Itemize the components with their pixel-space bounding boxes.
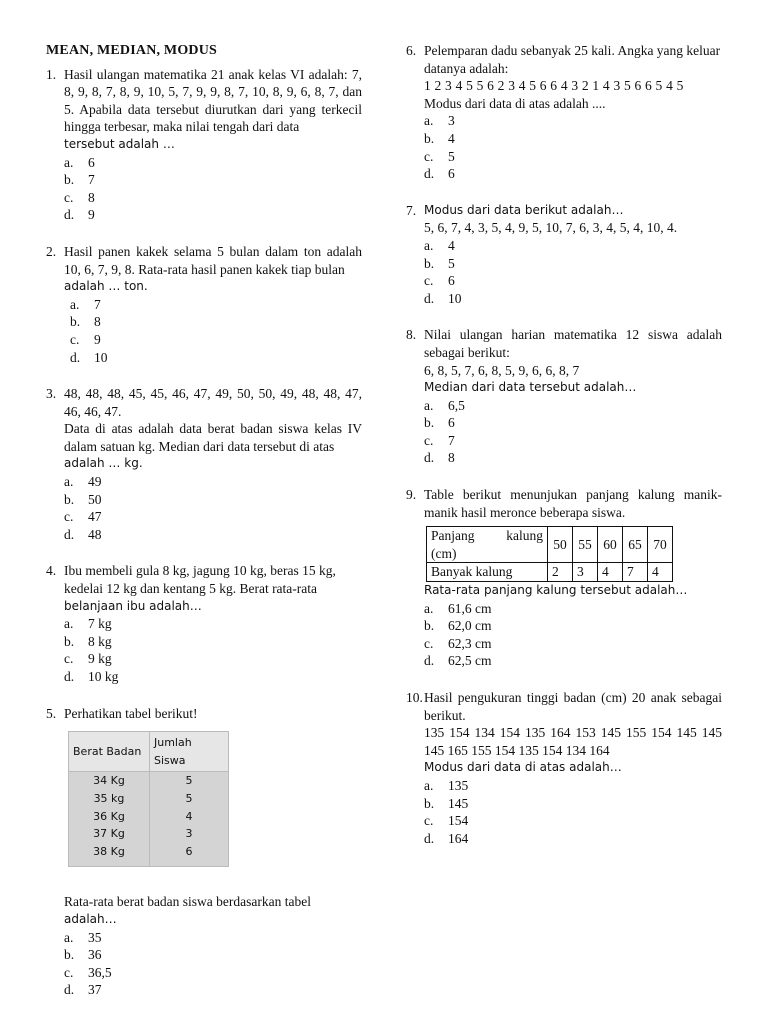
option-value: 9 kg <box>88 651 112 667</box>
option-c[interactable] <box>64 964 362 982</box>
option-b[interactable] <box>70 313 362 331</box>
question-8 <box>406 326 722 467</box>
option-letter: b. <box>64 172 75 188</box>
option-letter: c. <box>64 509 74 525</box>
option-value: 10 <box>94 349 108 365</box>
option-letter: d. <box>424 290 435 306</box>
question-text: Perhatikan tabel berikut! <box>64 705 198 721</box>
question-prompt: Median dari data tersebut adalah… <box>424 380 637 395</box>
option-d[interactable] <box>64 668 362 686</box>
option-value: 62,0 cm <box>448 618 492 634</box>
table-cell: 4 <box>598 563 623 582</box>
option-value: 7 <box>448 432 455 448</box>
table-cell: 60 <box>598 527 623 563</box>
question-number: 7. <box>406 202 417 218</box>
option-letter: c. <box>424 273 434 289</box>
table-cell: 55 <box>573 527 598 563</box>
option-b[interactable] <box>64 171 362 189</box>
question-text-2: Modus dari data di atas adalah .... <box>424 95 606 111</box>
option-letter: a. <box>64 474 74 490</box>
option-d[interactable] <box>424 165 722 183</box>
table-cell: 4 <box>648 563 673 582</box>
option-letter: c. <box>424 432 434 448</box>
table-cell: 50 <box>548 527 573 563</box>
option-a[interactable] <box>424 397 722 415</box>
options-list <box>424 600 722 670</box>
table-row <box>69 772 229 790</box>
question-text: Table berikut menunjukan panjang kalung manik-manik hasil meronce beberapa siswa. <box>424 487 722 520</box>
options-list <box>64 473 362 543</box>
question-data: 135 154 134 154 135 164 153 145 155 154 145 145 145 165 155 154 135 154 134 164 <box>424 725 722 758</box>
table-cell: 70 <box>648 527 673 563</box>
option-letter: a. <box>70 296 80 312</box>
option-b[interactable] <box>64 633 362 651</box>
option-letter: c. <box>424 635 434 651</box>
option-value: 47 <box>88 509 102 525</box>
option-d[interactable] <box>70 349 362 367</box>
table-header-row <box>69 732 229 772</box>
option-value: 9 <box>94 331 101 347</box>
table-cell: 36 Kg <box>69 808 150 826</box>
option-letter: d. <box>64 207 75 223</box>
option-value: 7 kg <box>88 616 112 632</box>
question-text: Data di atas adalah data berat badan siswa kelas IV dalam satuan kg. Median dari data tersebut di atas <box>64 421 362 454</box>
question-prompt: Modus dari data berikut adalah… <box>424 202 624 217</box>
question-number: 9. <box>406 487 417 503</box>
table-row <box>427 563 673 582</box>
table-header: Berat Badan <box>69 732 150 772</box>
options-list <box>64 929 362 999</box>
option-letter: b. <box>70 314 81 330</box>
option-value: 8 <box>448 450 455 466</box>
option-d[interactable] <box>424 652 722 670</box>
option-value: 154 <box>448 813 469 829</box>
option-c[interactable] <box>64 650 362 668</box>
question-6 <box>406 42 722 183</box>
question-number: 8. <box>406 327 417 343</box>
option-letter: d. <box>424 830 435 846</box>
option-value: 37 <box>88 982 102 998</box>
option-d[interactable] <box>424 830 722 848</box>
option-value: 62,5 cm <box>448 653 492 669</box>
option-value: 8 kg <box>88 633 112 649</box>
question-7 <box>406 202 722 308</box>
option-b[interactable] <box>424 414 722 432</box>
question-text: Hasil pengukuran tinggi badan (cm) 20 anak sebagai berikut. <box>424 690 722 723</box>
row-header-unit: (cm) <box>431 545 457 561</box>
option-value: 6 <box>88 154 95 170</box>
question-prompt: adalah … ton. <box>64 279 148 294</box>
option-letter: b. <box>424 130 435 146</box>
option-letter: d. <box>424 450 435 466</box>
option-letter: b. <box>64 947 75 963</box>
option-value: 6,5 <box>448 397 465 413</box>
question-5 <box>46 705 362 999</box>
necklace-table <box>426 526 673 582</box>
option-value: 36 <box>88 947 102 963</box>
option-value: 3 <box>448 113 455 129</box>
option-letter: b. <box>424 795 435 811</box>
option-value: 10 <box>448 290 462 306</box>
options-list <box>424 237 722 307</box>
option-letter: c. <box>70 331 80 347</box>
option-letter: c. <box>64 189 74 205</box>
option-letter: a. <box>64 616 74 632</box>
question-text-2: Rata-rata berat badan siswa berdasarkan tabel <box>64 894 312 910</box>
option-c[interactable] <box>424 432 722 450</box>
question-data: 5, 6, 7, 4, 3, 5, 4, 9, 5, 10, 7, 6, 3, 4, 5, 4, 10, 4. <box>424 220 678 236</box>
option-d[interactable] <box>424 449 722 467</box>
option-letter: c. <box>424 813 434 829</box>
option-b[interactable] <box>64 946 362 964</box>
option-value: 6 <box>448 415 455 431</box>
question-prompt: adalah … kg. <box>64 456 143 471</box>
option-letter: a. <box>64 154 74 170</box>
table-cell: 4 <box>150 808 229 826</box>
option-value: 10 kg <box>88 669 119 684</box>
question-prompt: adalah… <box>64 911 117 926</box>
table-cell: 35 kg <box>69 790 150 808</box>
option-c[interactable] <box>64 189 362 207</box>
question-prompt: belanjaan ibu adalah… <box>64 598 202 613</box>
option-value: 36,5 <box>88 964 112 980</box>
question-2 <box>46 243 362 366</box>
option-value: 62,3 cm <box>448 635 492 651</box>
question-10 <box>406 689 722 847</box>
table-cell: 7 <box>623 563 648 582</box>
option-c[interactable] <box>424 272 722 290</box>
option-letter: b. <box>424 415 435 431</box>
option-letter: d. <box>70 349 81 365</box>
options-list <box>424 397 722 467</box>
option-c[interactable] <box>64 508 362 526</box>
option-c[interactable] <box>424 812 722 830</box>
table-row <box>69 790 229 808</box>
row-header-word: kalung <box>506 528 543 544</box>
option-letter: d. <box>424 166 435 182</box>
question-prompt: Modus dari data di atas adalah… <box>424 760 622 775</box>
option-b[interactable] <box>424 130 722 148</box>
table-cell: 5 <box>150 790 229 808</box>
option-a[interactable] <box>424 112 722 130</box>
table-row-header <box>427 527 548 563</box>
option-letter: a. <box>424 397 434 413</box>
option-value: 35 <box>88 929 102 945</box>
weight-table <box>68 731 229 867</box>
option-c[interactable] <box>424 635 722 653</box>
table-row <box>427 527 673 563</box>
option-value: 6 <box>448 166 455 182</box>
row-header-line <box>431 527 543 545</box>
row-header-word: Panjang <box>431 528 475 544</box>
option-value: 5 <box>448 255 455 271</box>
option-b[interactable] <box>424 255 722 273</box>
question-1 <box>46 66 362 224</box>
table-row <box>69 843 229 867</box>
option-value: 49 <box>88 474 102 490</box>
question-prompt: Rata-rata panjang kalung tersebut adalah… <box>424 583 688 598</box>
option-letter: b. <box>424 618 435 634</box>
option-c[interactable] <box>70 331 362 349</box>
option-letter: d. <box>64 669 75 684</box>
option-a[interactable] <box>424 600 722 618</box>
options-list <box>424 112 722 182</box>
option-letter: c. <box>424 148 434 164</box>
option-letter: d. <box>64 526 75 542</box>
option-a[interactable] <box>64 615 362 633</box>
option-d[interactable] <box>64 526 362 544</box>
table-cell: 5 <box>150 772 229 790</box>
option-d[interactable] <box>64 981 362 999</box>
table-cell: 2 <box>548 563 573 582</box>
option-b[interactable] <box>424 617 722 635</box>
question-number: 2. <box>46 243 57 259</box>
option-letter: d. <box>424 653 435 669</box>
question-data: 6, 8, 5, 7, 6, 8, 5, 9, 6, 6, 8, 7 <box>424 362 580 378</box>
options-list <box>64 296 362 366</box>
option-value: 135 <box>448 777 469 793</box>
option-a[interactable] <box>424 237 722 255</box>
option-value: 145 <box>448 795 469 811</box>
option-a[interactable] <box>424 777 722 795</box>
option-b[interactable] <box>64 491 362 509</box>
option-value: 7 <box>94 296 101 312</box>
table-cell: 6 <box>150 843 229 867</box>
options-list <box>64 154 362 224</box>
option-value: 4 <box>448 237 455 253</box>
option-letter: a. <box>64 929 74 945</box>
question-data: 1 2 3 4 5 5 6 2 3 4 5 6 6 4 3 2 1 4 3 5 6 6 5 4 5 <box>424 78 684 94</box>
table-cell: 3 <box>573 563 598 582</box>
option-value: 61,6 cm <box>448 600 492 616</box>
option-value: 164 <box>448 830 469 846</box>
table-row <box>69 825 229 843</box>
option-a[interactable] <box>64 473 362 491</box>
table-cell: 34 Kg <box>69 772 150 790</box>
table-row <box>69 808 229 826</box>
question-4 <box>46 562 362 685</box>
question-text: Hasil ulangan matematika 21 anak kelas VI adalah: 7, 8, 9, 8, 7, 8, 9, 10, 5, 7, 9, 9, 8, 7, 10, 8, 9, 6, 8, 7, dan 5. Apabila data tersebut diurutkan dari yang terkecil hingga terbesar, maka nilai tengah dari data <box>64 66 362 135</box>
question-number: 10. <box>406 690 423 705</box>
table-cell: 65 <box>623 527 648 563</box>
option-d[interactable] <box>424 290 722 308</box>
option-letter: a. <box>424 113 434 129</box>
option-value: 50 <box>88 491 102 507</box>
table-cell: 37 Kg <box>69 825 150 843</box>
option-letter: a. <box>424 777 434 793</box>
option-letter: b. <box>64 633 75 649</box>
question-text: Pelemparan dadu sebanyak 25 kali. Angka yang keluar datanya adalah: <box>424 43 721 76</box>
option-d[interactable] <box>64 206 362 224</box>
option-value: 6 <box>448 273 455 289</box>
option-letter: c. <box>64 651 74 667</box>
left-column <box>46 42 362 999</box>
option-letter: a. <box>424 600 434 616</box>
question-number: 3. <box>46 386 57 402</box>
options-list <box>64 615 362 685</box>
options-list <box>424 777 722 847</box>
option-value: 48 <box>88 526 102 542</box>
table-cell: 38 Kg <box>69 843 150 867</box>
question-text: Ibu membeli gula 8 kg, jagung 10 kg, beras 15 kg, kedelai 12 kg dan kentang 5 kg. Berat rata-rata <box>64 563 336 597</box>
option-value: 4 <box>448 130 455 146</box>
option-letter: c. <box>64 964 74 980</box>
option-letter: b. <box>64 491 75 507</box>
option-value: 8 <box>94 314 101 330</box>
option-letter: b. <box>424 255 435 271</box>
option-a[interactable] <box>64 929 362 947</box>
option-value: 9 <box>88 207 95 223</box>
question-prompt: tersebut adalah … <box>64 136 175 151</box>
worksheet-title: MEAN, MEDIAN, MODUS <box>46 43 218 58</box>
question-number: 1. <box>46 66 57 82</box>
option-b[interactable] <box>424 795 722 813</box>
question-3 <box>46 385 362 543</box>
question-9 <box>406 486 722 670</box>
option-letter: d. <box>64 982 75 998</box>
option-a[interactable] <box>64 154 362 172</box>
option-letter: a. <box>424 237 434 253</box>
question-text: Nilai ulangan harian matematika 12 siswa adalah sebagai berikut: <box>424 327 722 360</box>
right-column <box>406 42 722 847</box>
table-row-header: Banyak kalung <box>427 563 548 582</box>
table-header: Jumlah Siswa <box>150 732 229 772</box>
option-value: 7 <box>88 172 95 188</box>
question-number: 5. <box>46 705 57 721</box>
question-text: Hasil panen kakek selama 5 bulan dalam ton adalah 10, 6, 7, 9, 8. Rata-rata hasil panen kakek tiap bulan <box>64 243 362 277</box>
question-data: 48, 48, 48, 45, 45, 46, 47, 49, 50, 50, 49, 48, 48, 47, 46, 46, 47. <box>64 386 362 419</box>
option-value: 8 <box>88 189 95 205</box>
option-c[interactable] <box>424 148 722 166</box>
question-number: 4. <box>46 563 57 579</box>
table-cell: 3 <box>150 825 229 843</box>
option-a[interactable] <box>70 296 362 314</box>
option-value: 5 <box>448 148 455 164</box>
question-number: 6. <box>406 43 417 58</box>
